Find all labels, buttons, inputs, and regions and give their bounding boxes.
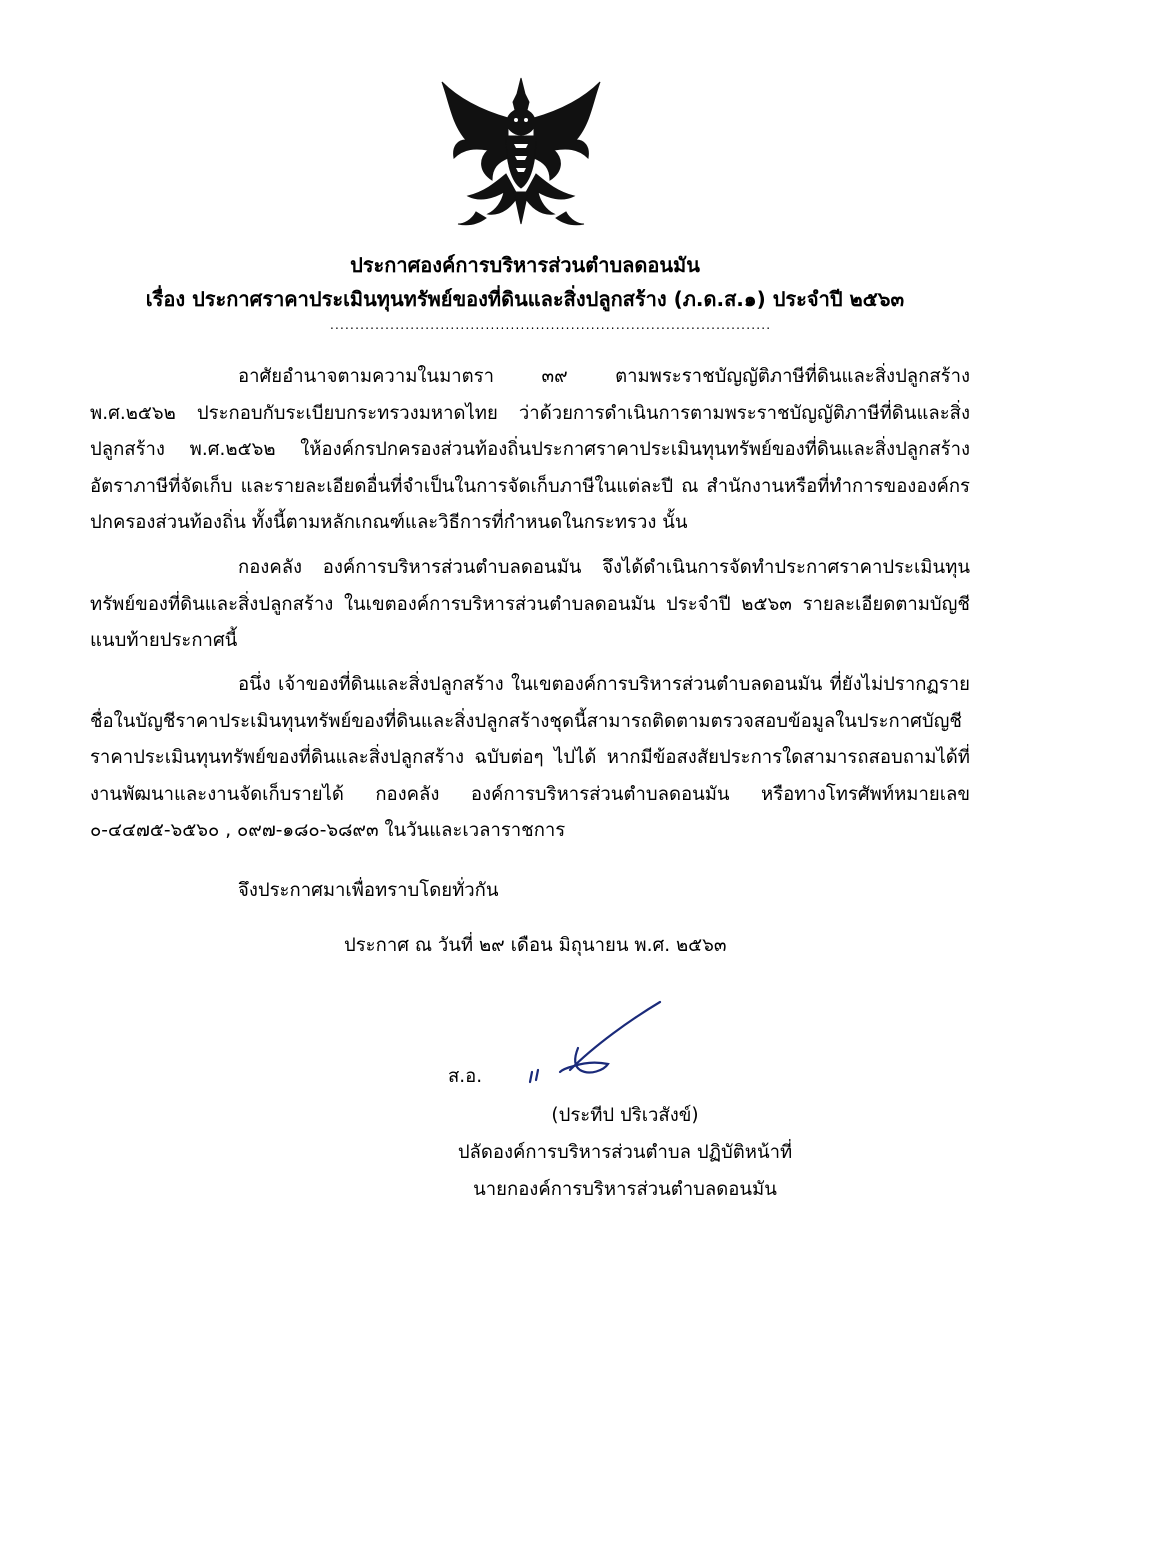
announcement-date: ประกาศ ณ วันที่ ๒๙ เดือน มิถุนายน พ.ศ. ๒๕๖๓ xyxy=(344,935,727,956)
signatory-position: ปลัดองค์การบริหารส่วนตำบล ปฏิบัติหน้าที่ xyxy=(457,1142,793,1163)
paragraph-authority xyxy=(90,359,970,542)
closing-statement: จึงประกาศมาเพื่อทราบโดยทั่วกัน xyxy=(238,880,499,901)
paragraph-finance xyxy=(90,550,970,660)
document-subject: เรื่อง ประกาศราคาประเมินทุนทรัพย์ของที่ดินและสิ่งปลูกสร้าง (ภ.ด.ส.๑) ประจำปี ๒๕๖๓ xyxy=(145,287,905,311)
garuda-emblem-icon xyxy=(432,74,610,234)
signatory-name: (ประทีป ปริเวสังข์) xyxy=(551,1105,699,1126)
document-title: ประกาศองค์การบริหารส่วนตำบลดอนมัน xyxy=(350,253,700,277)
signatory-acting-position: นายกองค์การบริหารส่วนตำบลดอนมัน xyxy=(473,1179,777,1200)
paragraph-3-text: อนึ่ง เจ้าของที่ดินและสิ่งปลูกสร้าง ในเขตองค์การบริหารส่วนตำบลดอนมัน ที่ยังไม่ปรากฏรายชื่อในบัญชีราคาประเมินทุนทรัพย์ของที่ดินและสิ่งปลูกสร้างชุดนี้สามารถติดตามตรวจสอบข้อมูลในประกาศบัญชีราคาประเมินทุนทรัพย์ของที่ดินและสิ่งปลูกสร้าง ฉบับต่อๆ ไปได้ หากมีข้อสงสัยประการใดสามารถสอบถามได้ที่ งานพัฒนาและงานจัดเก็บรายได้ กองคลัง องค์การบริหารส่วนตำบลดอนมัน หรือทางโทรศัพท์หมายเลข ๐-๔๔๗๕-๖๕๖๐ , ๐๙๗-๑๘๐-๖๘๙๓ ในวันและเวลาราชการ xyxy=(90,674,970,841)
paragraph-contact xyxy=(90,667,970,850)
handwritten-signature xyxy=(500,1000,670,1095)
title-separator: ........................................................................................ xyxy=(330,318,772,332)
signature-initials-label: ส.อ. xyxy=(448,1066,483,1087)
paragraph-1-text: อาศัยอำนาจตามความในมาตรา ๓๙ ตามพระราชบัญญัติภาษีที่ดินและสิ่งปลูกสร้าง พ.ศ.๒๕๖๒ ประกอบกับระเบียบกระทรวงมหาดไทย ว่าด้วยการดำเนินการตามพระราชบัญญัติภาษีที่ดินและสิ่งปลูกสร้าง พ.ศ.๒๕๖๒ ให้องค์กรปกครองส่วนท้องถิ่นประกาศราคาประเมินทุนทรัพย์ของที่ดินและสิ่งปลูกสร้าง อัตราภาษีที่จัดเก็บ และรายละเอียดอื่นที่จำเป็นในการจัดเก็บภาษีในแต่ละปี ณ สำนักงานหรือที่ทำการขององค์กรปกครองส่วนท้องถิ่น ทั้งนี้ตามหลักเกณฑ์และวิธีการที่กำหนดในกระทรวง นั้น xyxy=(90,366,970,533)
paragraph-2-text: กองคลัง องค์การบริหารส่วนตำบลดอนมัน จึงได้ดำเนินการจัดทำประกาศราคาประเมินทุนทรัพย์ของที่ดินและสิ่งปลูกสร้าง ในเขตองค์การบริหารส่วนตำบลดอนมัน ประจำปี ๒๕๖๓ รายละเอียดตามบัญชีแนบท้ายประกาศนี้ xyxy=(90,557,970,651)
